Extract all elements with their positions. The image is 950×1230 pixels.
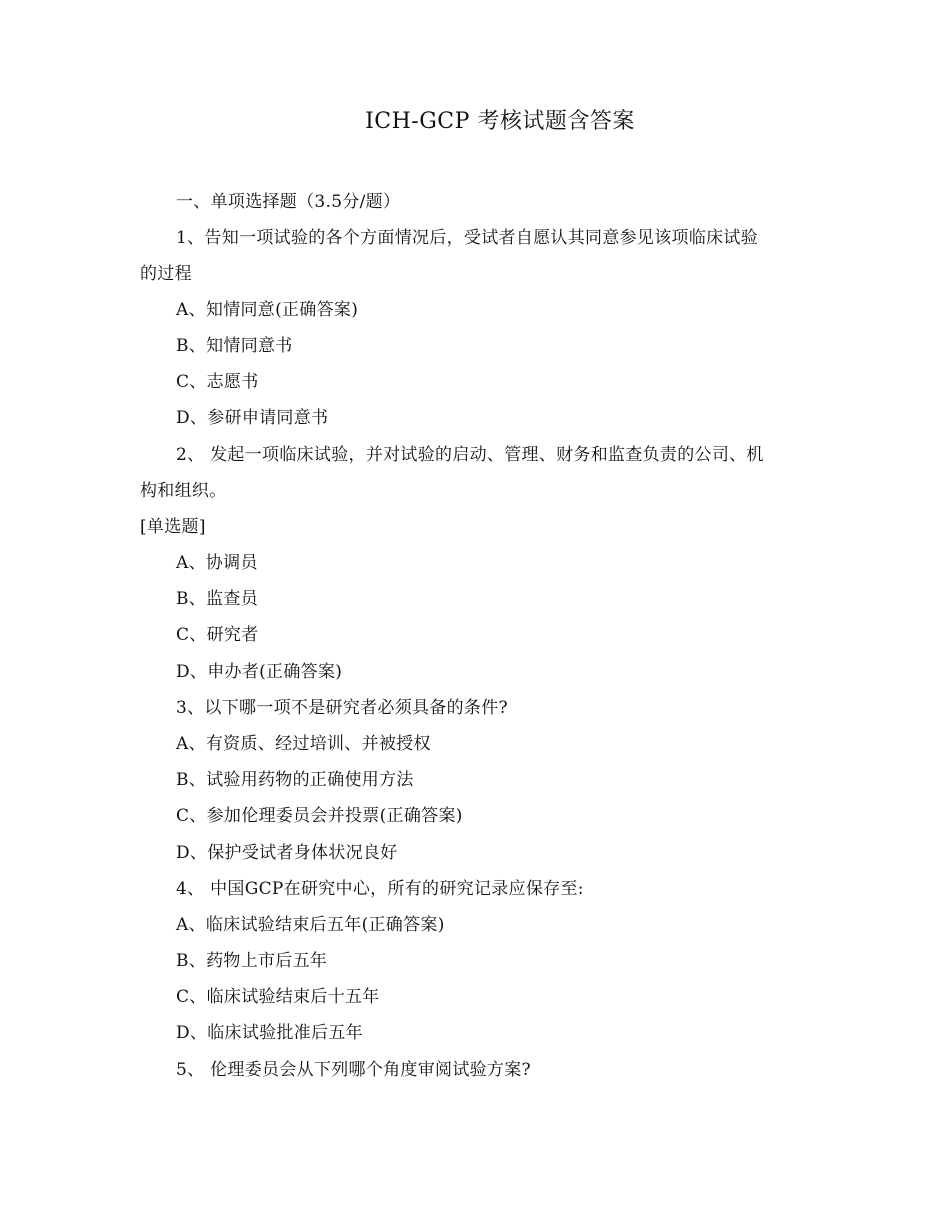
- question-3-option-a: A、有资质、经过培训、并被授权: [176, 734, 431, 754]
- question-4-option-d: D、临床试验批准后五年: [176, 1023, 363, 1043]
- question-2-type-note: [单选题]: [140, 517, 206, 537]
- question-4-stem: 4、 中国GCP在研究中心，所有的研究记录应保存至:: [176, 879, 584, 899]
- question-1-option-b: B、知情同意书: [176, 336, 293, 356]
- question-4-option-b: B、药物上市后五年: [176, 951, 328, 971]
- question-3-stem: 3、以下哪一项不是研究者必须具备的条件?: [176, 698, 508, 718]
- question-2-option-c: C、研究者: [176, 625, 259, 645]
- question-1-option-c: C、志愿书: [176, 372, 259, 392]
- question-1-option-d: D、参研申请同意书: [176, 408, 329, 428]
- question-1-option-a: A、知情同意(正确答案): [176, 300, 359, 320]
- question-2-stem: 2、 发起一项临床试验，并对试验的启动、管理、财务和监查负责的公司、机: [176, 445, 764, 465]
- question-4-option-c: C、临床试验结束后十五年: [176, 987, 380, 1007]
- question-2-stem-continued: 构和组织。: [140, 481, 227, 501]
- question-1-stem-continued: 的过程: [140, 264, 192, 284]
- question-2-option-b: B、监查员: [176, 589, 258, 609]
- question-5-stem: 5、 伦理委员会从下列哪个角度审阅试验方案?: [176, 1060, 531, 1080]
- question-2-option-d: D、申办者(正确答案): [176, 662, 343, 682]
- question-1-stem: 1、告知一项试验的各个方面情况后，受试者自愿认其同意参见该项临床试验: [176, 228, 759, 248]
- question-2-option-a: A、协调员: [176, 553, 258, 573]
- section-heading: 一、单项选择题（3.5分/题）: [176, 192, 401, 212]
- question-3-option-d: D、保护受试者身体状况良好: [176, 843, 398, 863]
- question-3-option-c: C、参加伦理委员会并投票(正确答案): [176, 806, 463, 826]
- question-4-option-a: A、临床试验结束后五年(正确答案): [176, 915, 445, 935]
- question-3-option-b: B、试验用药物的正确使用方法: [176, 770, 414, 790]
- document-title: ICH-GCP 考核试题含答案: [365, 109, 635, 134]
